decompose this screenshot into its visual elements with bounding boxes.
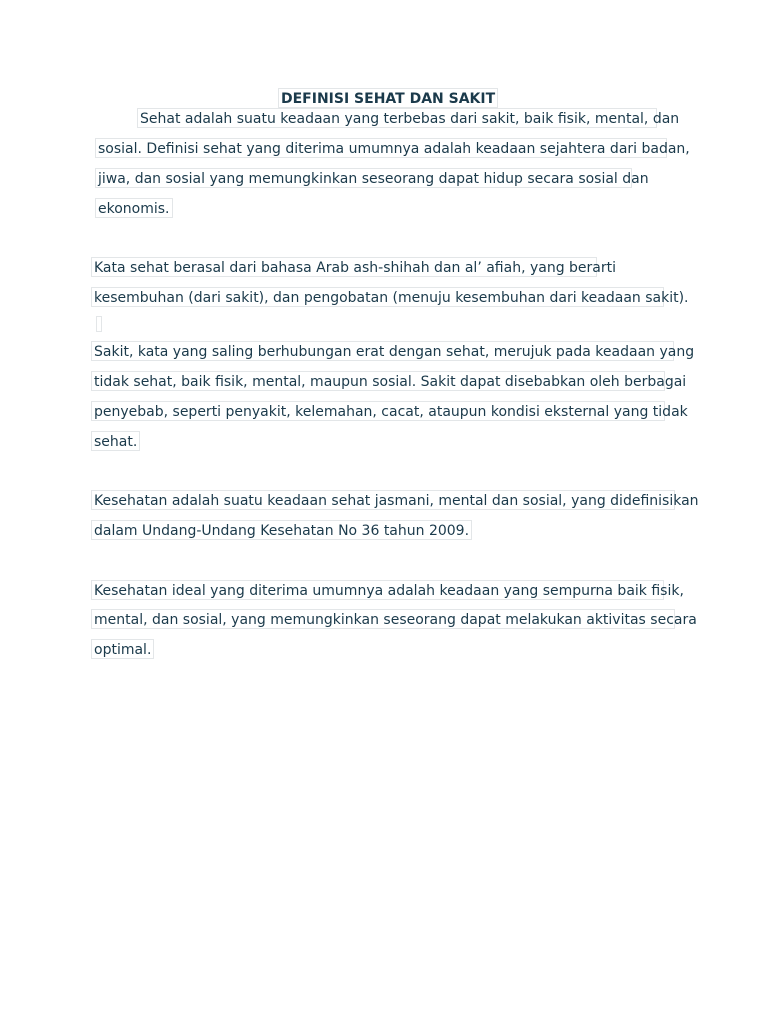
paragraph-2-line-1: Kata sehat berasal dari bahasa Arab ash-shihah dan al’ afiah, yang berarti [91,257,597,277]
paragraph-1-line-3: jiwa, dan sosial yang memungkinkan seseorang dapat hidup secara sosial dan [95,168,632,188]
paragraph-5-line-3: optimal. [91,639,154,659]
paragraph-3-line-1: Sakit, kata yang saling berhubungan erat dengan sehat, merujuk pada keadaan yang [91,341,674,361]
paragraph-4-line-1: Kesehatan adalah suatu keadaan sehat jasmani, mental dan sosial, yang didefinisikan [91,490,675,510]
paragraph-3-line-2: tidak sehat, baik fisik, mental, maupun sosial. Sakit dapat disebabkan oleh berbagai [91,371,665,391]
paragraph-1-line-4: ekonomis. [95,198,173,218]
paragraph-5-line-2: mental, dan sosial, yang memungkinkan seseorang dapat melakukan aktivitas secara [91,609,675,629]
empty-line-marker [96,316,102,332]
paragraph-3-line-3: penyebab, seperti penyakit, kelemahan, cacat, ataupun kondisi eksternal yang tidak [91,401,665,421]
paragraph-1-line-1: Sehat adalah suatu keadaan yang terbebas dari sakit, baik fisik, mental, dan [137,108,657,128]
paragraph-4-line-2: dalam Undang-Undang Kesehatan No 36 tahun 2009. [91,520,472,540]
paragraph-2-line-2: kesembuhan (dari sakit), dan pengobatan (menuju kesembuhan dari keadaan sakit). [91,287,664,307]
paragraph-1-line-2: sosial. Definisi sehat yang diterima umumnya adalah keadaan sejahtera dari badan, [95,138,667,158]
paragraph-5-line-1: Kesehatan ideal yang diterima umumnya adalah keadaan yang sempurna baik fisik, [91,580,664,600]
paragraph-3-line-4: sehat. [91,431,140,451]
document-title: DEFINISI SEHAT DAN SAKIT [278,88,498,108]
